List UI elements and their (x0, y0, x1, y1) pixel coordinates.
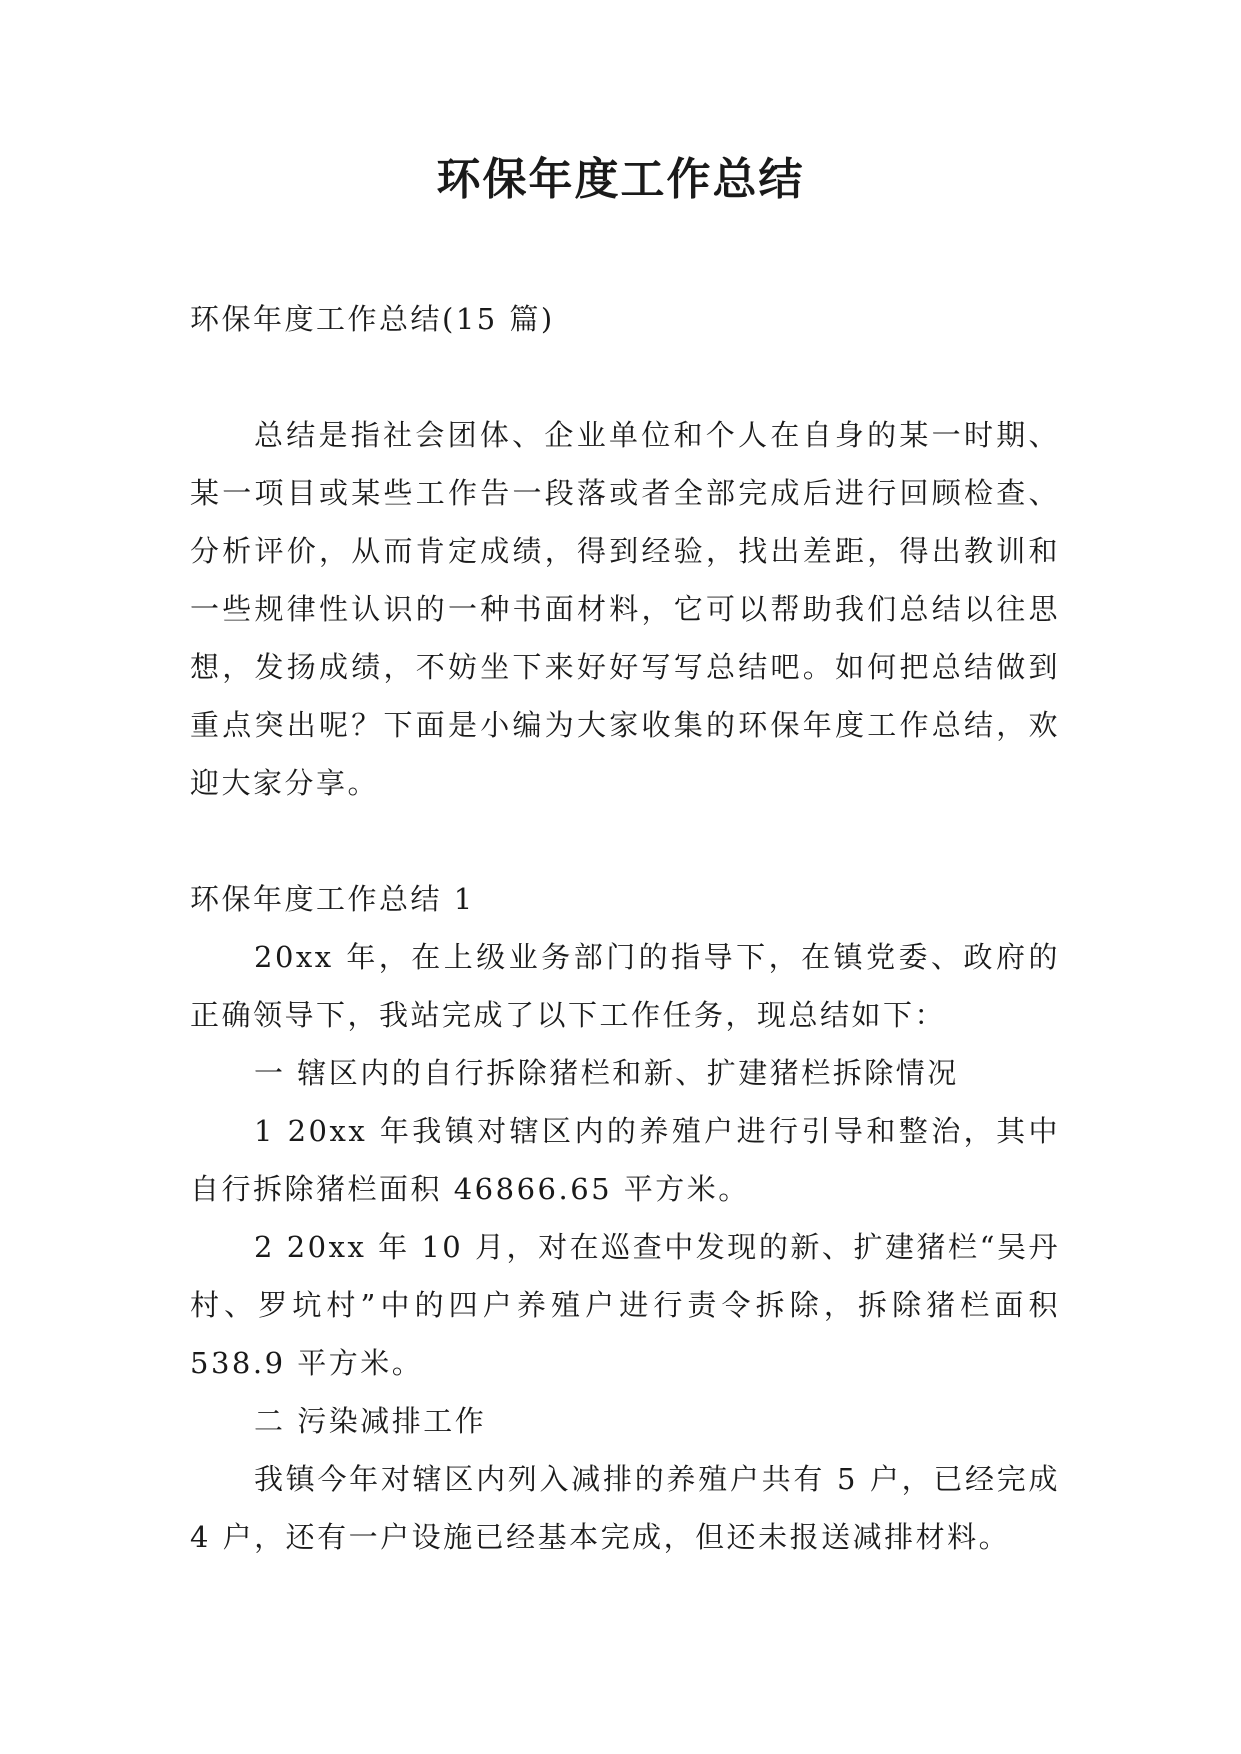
intro-paragraph: 总结是指社会团体、企业单位和个人在自身的某一时期、某一项目或某些工作告一段落或者全部完成后进行回顾检查、分析评价，从而肯定成绩，得到经验，找出差距，得出教训和一些规律性认识的一种书面材料，它可以帮助我们总结以往思想，发扬成绩，不妨坐下来好好写写总结吧。如何把总结做到重点突出呢？下面是小编为大家收集的环保年度工作总结，欢迎大家分享。 (190, 418, 1060, 800)
section-body (190, 928, 1060, 1566)
body-paragraph: 2 20xx 年 10 月，对在巡查中发现的新、扩建猪栏“吴丹村、罗坑村”中的四户养殖户进行责令拆除，拆除猪栏面积 538.9 平方米。 (190, 1230, 1060, 1380)
document-subtitle: 环保年度工作总结(15 篇) (190, 302, 555, 336)
section-title: 环保年度工作总结 1 (190, 882, 475, 916)
body-heading: 一 辖区内的自行拆除猪栏和新、扩建猪栏拆除情况 (254, 1056, 959, 1090)
body-paragraph: 20xx 年，在上级业务部门的指导下，在镇党委、政府的正确领导下，我站完成了以下工作任务，现总结如下： (190, 940, 1060, 1032)
document-title: 环保年度工作总结 (436, 154, 805, 205)
body-paragraph: 我镇今年对辖区内列入减排的养殖户共有 5 户，已经完成 4 户，还有一户设施已经基本完成，但还未报送减排材料。 (190, 1462, 1060, 1554)
body-heading: 二 污染减排工作 (254, 1404, 487, 1438)
body-paragraph: 1 20xx 年我镇对辖区内的养殖户进行引导和整治，其中自行拆除猪栏面积 46866.65 平方米。 (190, 1114, 1060, 1206)
